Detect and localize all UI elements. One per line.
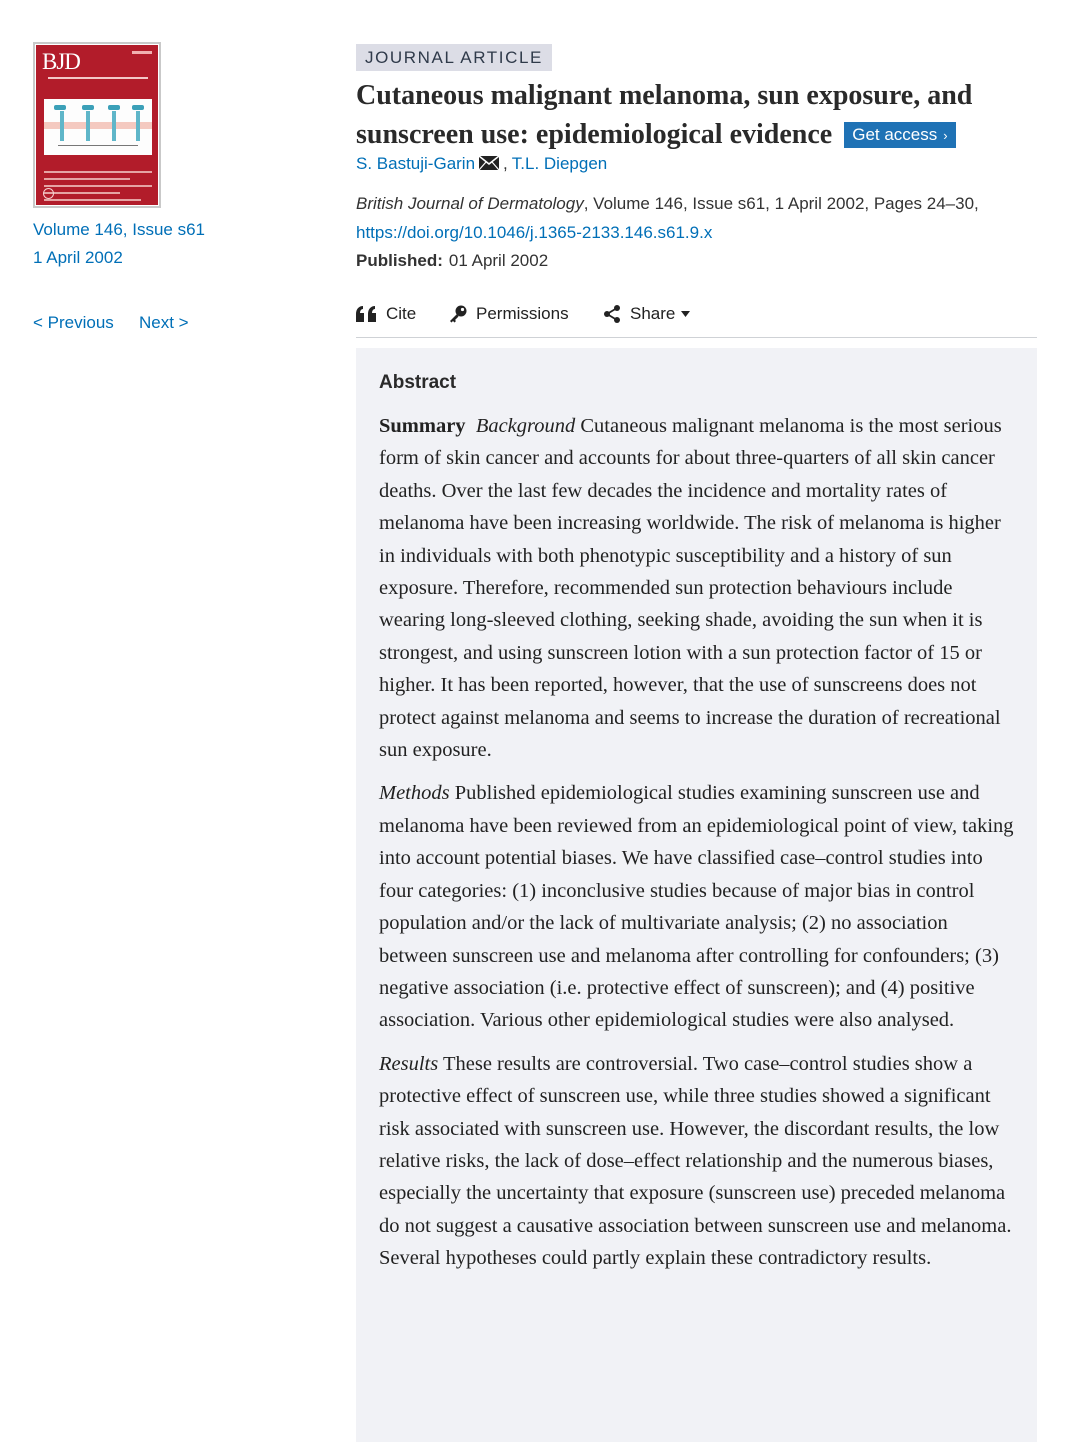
article-title-text: Cutaneous malignant melanoma, sun exposure, and sunscreen use: epidemiological evidence xyxy=(356,80,973,150)
journal-cover-image[interactable] xyxy=(33,42,161,208)
share-button[interactable]: Share xyxy=(602,304,690,324)
author-list xyxy=(356,154,607,175)
abstract-panel xyxy=(356,348,1037,1442)
background-label: Background xyxy=(475,415,576,437)
cover-logo: BJD xyxy=(42,49,80,74)
chevron-right-icon: › xyxy=(943,128,948,143)
cover-seal-icon xyxy=(43,188,54,199)
citation-line xyxy=(356,194,979,214)
share-icon xyxy=(602,304,622,324)
summary-label: Summary xyxy=(379,415,466,437)
email-envelope-icon[interactable] xyxy=(479,155,499,175)
published-date-value: 01 April 2002 xyxy=(448,251,549,270)
abstract-heading: Abstract xyxy=(379,372,457,393)
get-access-button[interactable]: Get access › xyxy=(844,122,955,148)
article-title xyxy=(356,76,1046,154)
published-date xyxy=(356,251,548,271)
abstract-background-paragraph xyxy=(379,410,1014,766)
doi-link[interactable]: https://doi.org/10.1046/j.1365-2133.146.s61.9.x xyxy=(356,223,713,242)
next-issue-link[interactable]: Next > xyxy=(139,313,189,332)
methods-label: Methods xyxy=(379,782,450,805)
cover-artwork xyxy=(36,45,158,205)
author-separator: , xyxy=(503,154,508,173)
issue-date-link[interactable]: 1 April 2002 xyxy=(33,248,123,267)
abstract-methods-paragraph xyxy=(379,777,1014,1036)
methods-text: Published epidemiological studies examining sunscreen use and melanoma have been reviewed from an epidemiological point of view, taking into account potential biases. We have classified case–control studies into four categories: (1) inconclusive studies because of major bias in control population and/or the lack of multivariate analysis; (2) no association between sunscreen use and melanoma after controlling for confounders; (3) negative association (i.e. protective effect of sunscreen); and (4) positive association. Various other epidemiological studies were also analysed. xyxy=(379,782,1014,1032)
article-toolbar xyxy=(356,302,1037,338)
quote-icon xyxy=(356,306,378,322)
abstract-results-paragraph xyxy=(379,1048,1014,1275)
background-text: Cutaneous malignant melanoma is the most serious form of skin cancer and accounts for about three-quarters of all skin cancer deaths. Over the last few decades the incidence and mortality rates of melanoma have been increasing worldwide. The risk of melanoma is higher in individuals with both phenotypic susceptibility and a history of sun exposure. Therefore, recommended sun protection behaviours include wearing long-sleeved clothing, seeking shade, avoiding the sun when it is strongest, and using sunscreen lotion with a sun protection factor of 15 or higher. It has been reported, however, that the use of sunscreens does not protect against melanoma and seems to increase the duration of recreational sun exposure. xyxy=(379,415,1002,762)
results-text: These results are controversial. Two case–control studies show a protective effect of sunscreen use, while three studies showed a significant risk associated with sunscreen use. However, the discordant results, the low relative risks, the lack of dose–effect relationship and the numerous biases, especially the uncertainty that exposure (sunscreen use) preceded melanoma do not suggest a causative association between sunscreen use and melanoma. Several hypotheses could partly explain these contradictory results. xyxy=(379,1052,1012,1270)
cite-button[interactable]: Cite xyxy=(356,304,416,324)
caret-down-icon xyxy=(681,311,690,317)
results-label: Results xyxy=(379,1052,439,1075)
key-icon xyxy=(448,304,468,324)
issue-volume-link[interactable]: Volume 146, Issue s61 xyxy=(33,220,206,239)
previous-issue-link[interactable]: < Previous xyxy=(33,313,114,332)
author-link[interactable]: S. Bastuji-Garin xyxy=(356,154,476,173)
article-type-badge: JOURNAL ARTICLE xyxy=(356,44,552,71)
citation-details: , Volume 146, Issue s61, 1 April 2002, Pages 24–30, xyxy=(583,194,979,213)
author-link[interactable]: T.L. Diepgen xyxy=(511,154,608,173)
journal-name: British Journal of Dermatology xyxy=(356,194,584,213)
permissions-button[interactable]: Permissions xyxy=(448,304,569,324)
cover-figure xyxy=(44,99,152,155)
published-label: Published: xyxy=(356,251,443,270)
